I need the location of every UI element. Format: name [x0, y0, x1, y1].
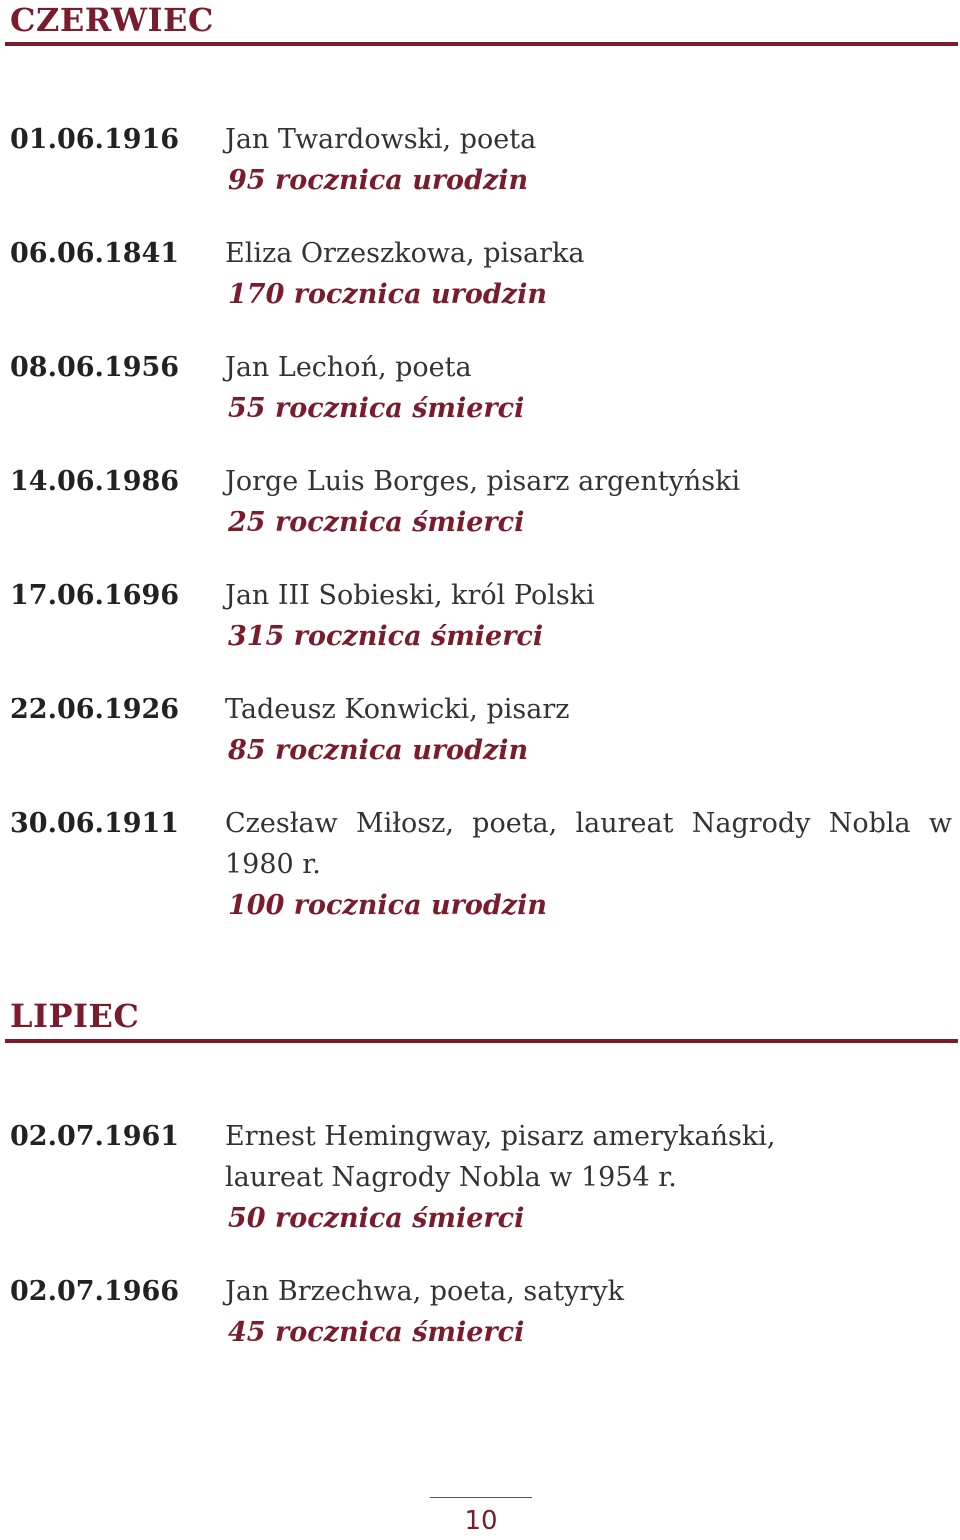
entry-date: 02.07.1961	[10, 1121, 180, 1152]
entry-anniversary: 50 rocznica śmierci	[228, 1203, 525, 1234]
entry-date: 08.06.1956	[10, 352, 180, 383]
entry-description: Jan III Sobieski, król Polski	[225, 580, 595, 611]
month-heading-czerwiec: CZERWIEC	[10, 1, 214, 39]
entry-date: 30.06.1911	[10, 808, 180, 839]
entry-description: Ernest Hemingway, pisarz amerykański, laureat Nagrody Nobla w 1954 r.	[225, 1121, 776, 1193]
page-number: 10	[464, 1506, 498, 1536]
entry-anniversary: 95 rocznica urodzin	[228, 165, 529, 196]
entry-date: 06.06.1841	[10, 238, 180, 269]
entry-anniversary: 45 rocznica śmierci	[228, 1317, 525, 1348]
entry-anniversary: 100 rocznica urodzin	[228, 890, 547, 921]
entry-description: Jan Lechoń, poeta	[225, 352, 472, 383]
entry-description: Czesław Miłosz, poeta, laureat Nagrody Nobla w 1980 r.	[225, 808, 952, 880]
entry-description: Eliza Orzeszkowa, pisarka	[225, 238, 585, 269]
entry-date: 01.06.1916	[10, 124, 180, 155]
entry-anniversary: 85 rocznica urodzin	[228, 735, 529, 766]
footer-divider	[430, 1497, 532, 1498]
entry-anniversary: 170 rocznica urodzin	[228, 279, 547, 310]
entry-anniversary: 25 rocznica śmierci	[228, 507, 525, 538]
entry-description: Tadeusz Konwicki, pisarz	[225, 694, 570, 725]
entry-date: 22.06.1926	[10, 694, 180, 725]
month-heading-lipiec: LIPIEC	[10, 997, 140, 1035]
entry-description: Jorge Luis Borges, pisarz argentyński	[225, 466, 741, 497]
entry-date: 02.07.1966	[10, 1276, 180, 1307]
entry-anniversary: 315 rocznica śmierci	[228, 621, 544, 652]
entry-description: Jan Brzechwa, poeta, satyryk	[225, 1276, 624, 1307]
entry-description: Jan Twardowski, poeta	[225, 124, 537, 155]
month-divider	[5, 1039, 958, 1043]
entry-date: 14.06.1986	[10, 466, 180, 497]
entry-anniversary: 55 rocznica śmierci	[228, 393, 525, 424]
month-divider	[5, 42, 958, 46]
entry-date: 17.06.1696	[10, 580, 180, 611]
